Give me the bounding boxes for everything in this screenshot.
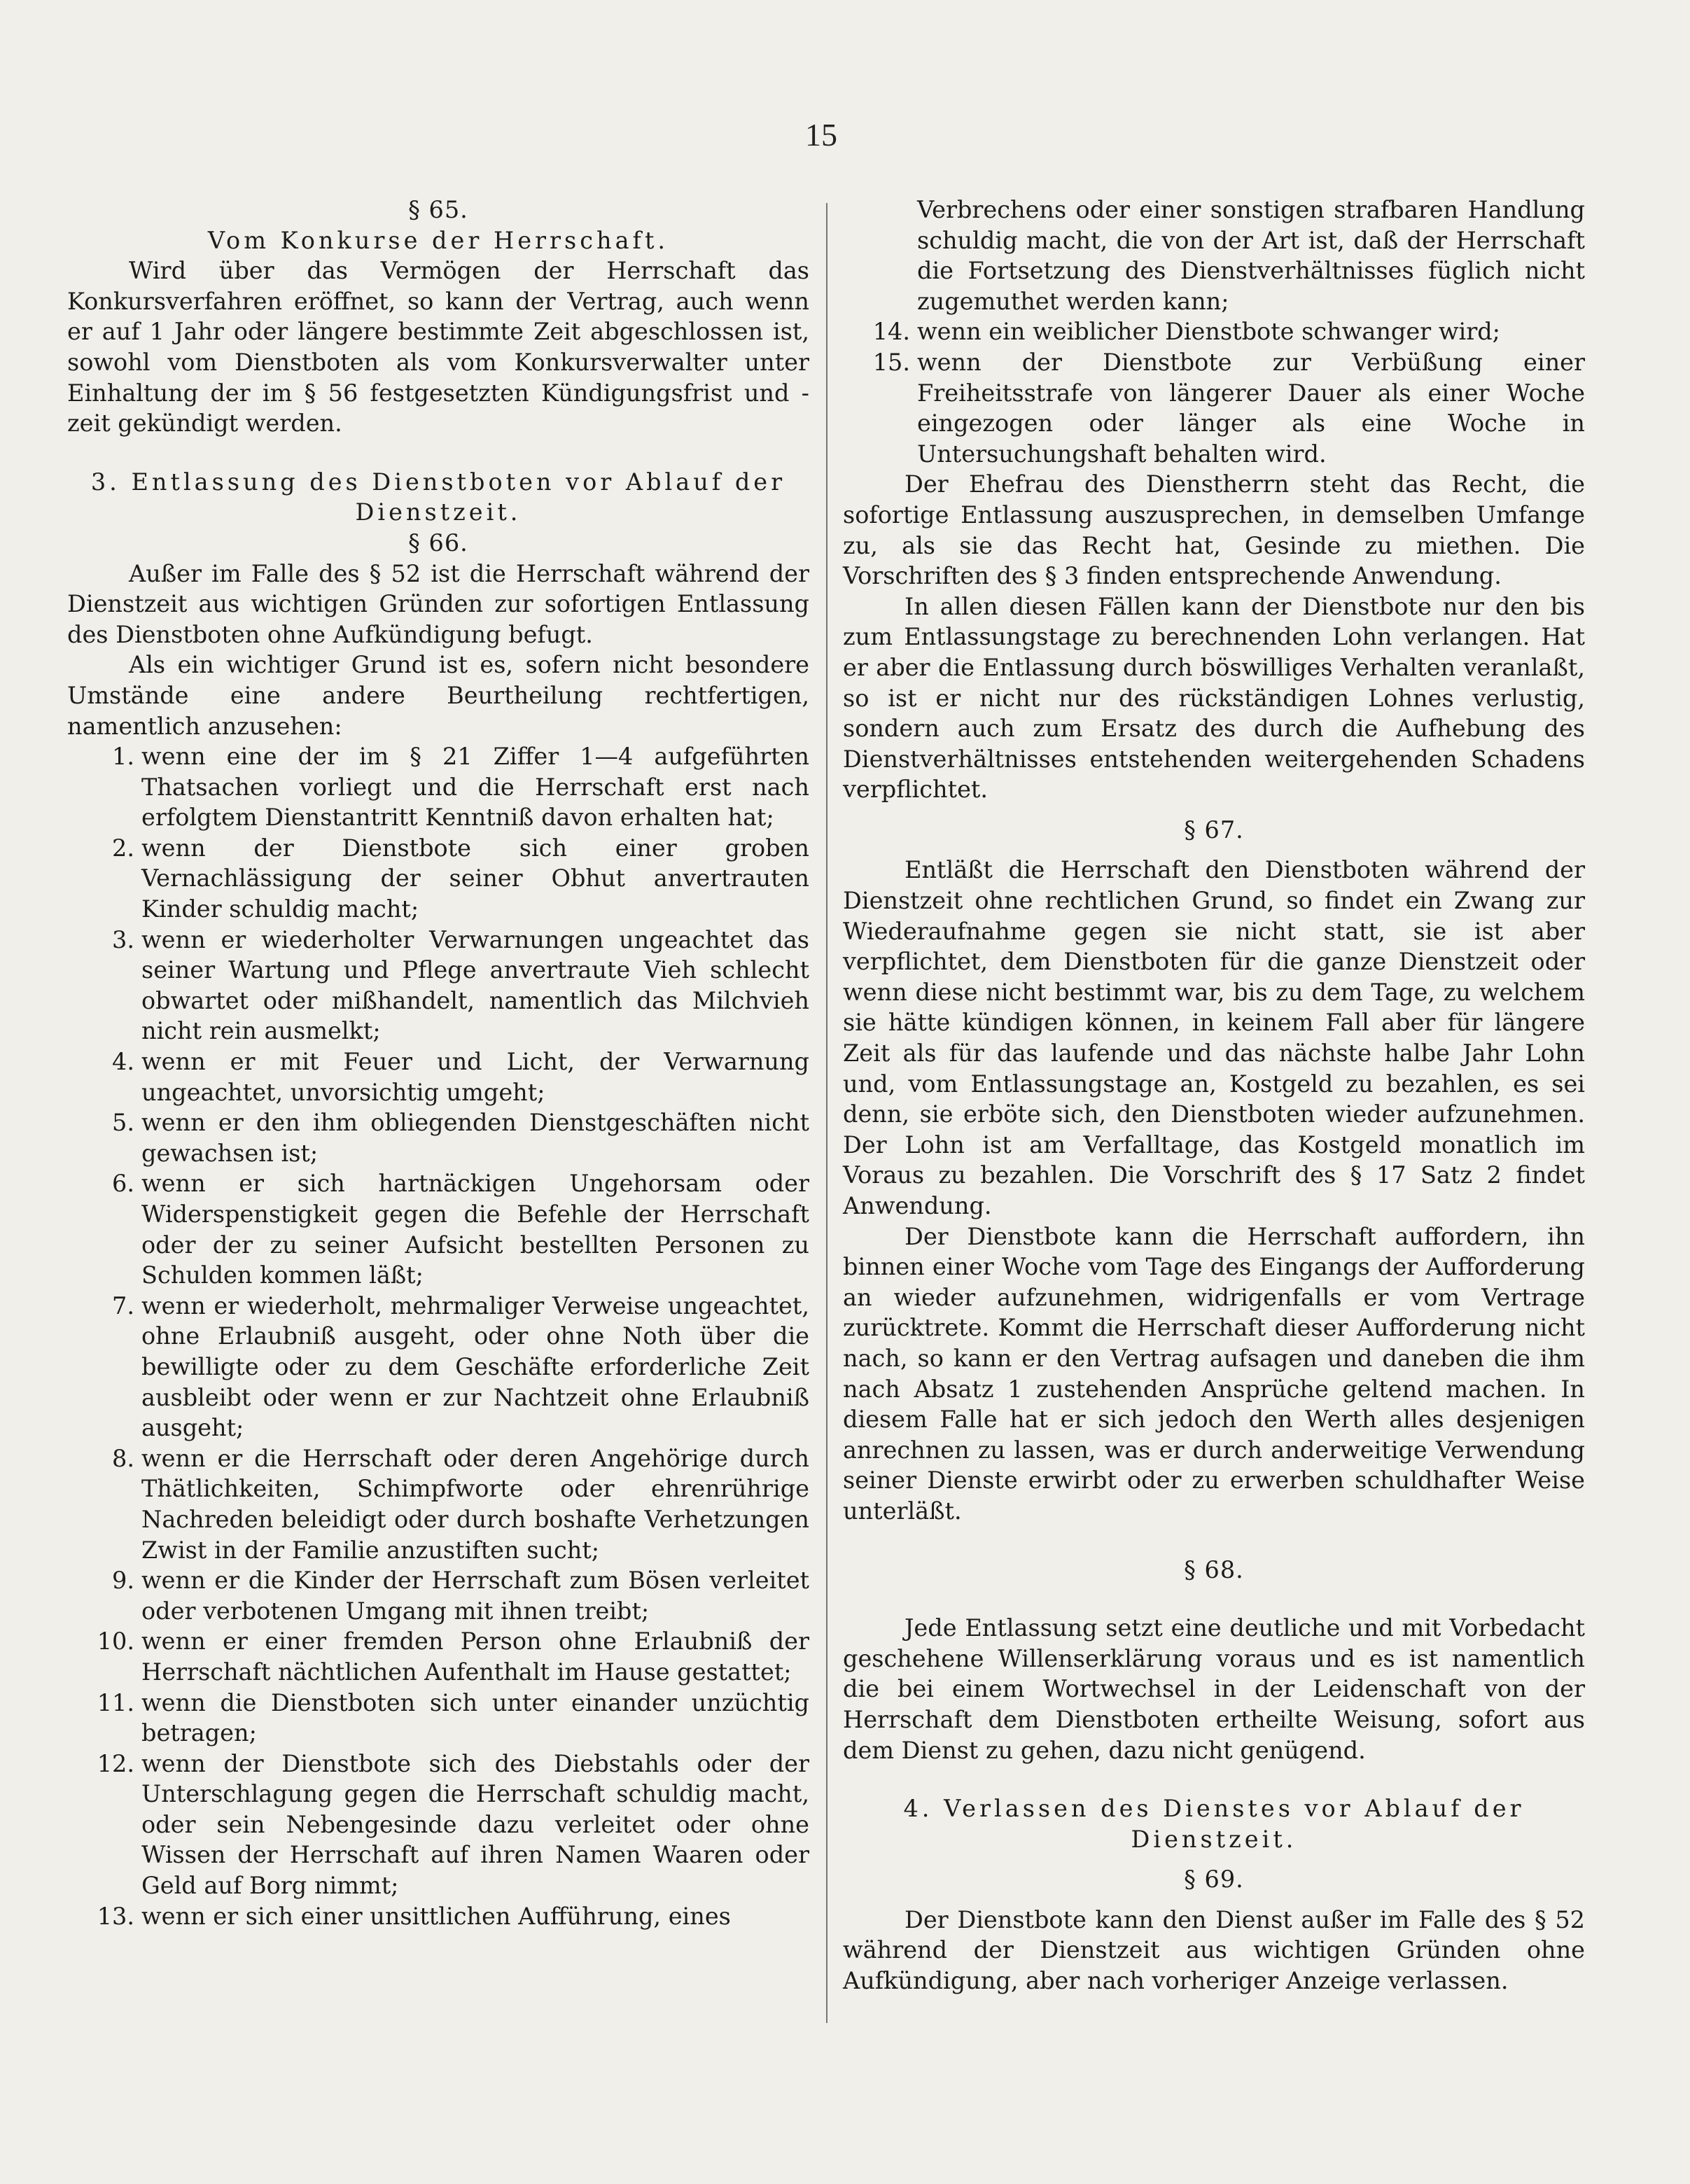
list-item: 8. wenn er die Herrschaft oder deren Angehörige durch Thätlichkeiten, Schimpfworte oder ehrenrührige Nachreden beleidigt oder durch boshafte Verhetzungen Zwist in der Familie anzustiften sucht; — [112, 1444, 809, 1564]
section-66-number: § 66. — [408, 528, 468, 556]
right-column — [843, 195, 1585, 1996]
list-item: 2. wenn der Dienstbote sich einer groben Vernachlässigung der seiner Obhut anvertrauten Kinder schuldig macht; — [112, 834, 809, 923]
list-item: 14. wenn ein weiblicher Dienstbote schwanger wird; — [872, 318, 1500, 346]
list-item: 11. wenn die Dienstboten sich unter einander unzüchtig betragen; — [97, 1688, 809, 1747]
list-item: 12. wenn der Dienstbote sich des Diebstahls oder der Unterschlagung gegen die Herrschaft schuldig macht, oder sein Nebengesinde dazu verleitet oder ohne Wissen der Herrschaft auf ihren Namen Waaren oder Geld auf Borg nimmt; — [97, 1749, 809, 1900]
list-item: 1. wenn eine der im § 21 Ziffer 1—4 aufgeführten Thatsachen vorliegt und die Herrschaft erst nach erfolgtem Dienstantritt Kenntniß davon erhalten hat; — [112, 743, 809, 832]
section-65-text: Wird über das Vermögen der Herrschaft das Konkursverfahren eröffnet, so kann der Vertrag, auch wenn er auf 1 Jahr oder längere bestimmte Zeit abgeschlossen ist, sowohl vom Dienstboten als vom Konkursverwalter unter Einhaltung der im § 56 festgesetzten Kündigungsfrist und -zeit gekündigt werden. — [67, 257, 809, 438]
left-column — [67, 195, 809, 1931]
page-number: 15 — [805, 117, 837, 153]
section-69-text: Der Dienstbote kann den Dienst außer im Falle des § 52 während der Dienstzeit aus wichtigen Gründen ohne Aufkündigung, aber nach vorheriger Anzeige verlassen. — [843, 1905, 1585, 1995]
column-divider — [826, 203, 827, 2023]
list-item: 10. wenn er einer fremden Person ohne Erlaubniß der Herrschaft nächtlichen Aufenthalt im Hause gestattet; — [97, 1628, 809, 1686]
paragraph-ehefrau: Der Ehefrau des Dienstherrn steht das Recht, die sofortige Entlassung auszusprechen, in demselben Umfange zu, als sie das Recht hat, Gesinde zu miethen. Die Vorschriften des § 3 finden entsprechende Anwendung. — [843, 470, 1585, 590]
section-65-number: § 65. — [408, 196, 468, 223]
reasons-list-left — [67, 741, 809, 1931]
list-item: 4. wenn er mit Feuer und Licht, der Verwarnung ungeachtet, unvorsichtig umgeht; — [112, 1048, 809, 1106]
list-item-continuation: Verbrechens oder einer sonstigen strafbaren Handlung schuldig macht, die von der Art ist, daß der Herrschaft die Fortsetzung des Dienstverhältnisses füglich nicht zugemuthet werden kann; — [917, 196, 1585, 315]
reasons-list-right — [843, 195, 1585, 469]
list-item: 5. wenn er den ihm obliegenden Dienstgeschäften nicht gewachsen ist; — [112, 1109, 809, 1167]
list-item: 15. wenn der Dienstbote zur Verbüßung einer Freiheitsstrafe von längerer Dauer als einer Woche eingezogen oder länger als eine Woche in Untersuchungshaft behalten wird. — [872, 348, 1585, 468]
section-67-text-2: Der Dienstbote kann die Herrschaft auffordern, ihn binnen einer Woche vom Tage des Eingangs der Aufforderung an wieder aufzunehmen, widrigenfalls er vom Vertrage zurücktrete. Kommt die Herrschaft dieser Aufforderung nicht nach, so kann er den Vertrag aufsagen und daneben die ihm nach Absatz 1 zustehenden Ansprüche geltend machen. In diesem Falle hat er sich jedoch den Werth alles desjenigen anrechnen zu lassen, was er durch anderweitige Verwendung seiner Dienste erwirbt oder zu erwerben schuldhafter Weise unterläßt. — [843, 1222, 1585, 1525]
list-item: 3. wenn er wiederholter Verwarnungen ungeachtet das seiner Wartung und Pflege anvertraute Vieh schlecht obwartet oder mißhandelt, namentlich das Milchvieh nicht rein ausmelkt; — [112, 925, 809, 1045]
section-3-heading: 3. Entlassung des Dienstboten vor Ablauf der Dienstzeit. — [90, 468, 786, 526]
section-66-text-2: Als ein wichtiger Grund ist es, sofern nicht besondere Umstände eine andere Beurtheilung rechtfertigen, namentlich anzusehen: — [67, 651, 809, 740]
section-4-heading: 4. Verlassen des Dienstes vor Ablauf der Dienstzeit. — [903, 1795, 1525, 1853]
section-65-heading: Vom Konkurse der Herrschaft. — [207, 226, 669, 254]
section-66-text-1: Außer im Falle des § 52 ist die Herrschaft während der Dienstzeit aus wichtigen Gründen zur sofortigen Entlassung des Dienstboten ohne Aufkündigung befugt. — [67, 559, 809, 648]
list-item: 13. wenn er sich einer unsittlichen Aufführung, eines — [97, 1902, 731, 1930]
list-item: 6. wenn er sich hartnäckigen Ungehorsam oder Widerspenstigkeit gegen die Befehle der Herrschaft oder der zu seiner Aufsicht bestellten Personen zu Schulden kommen läßt; — [112, 1170, 809, 1289]
list-item: 7. wenn er wiederholt, mehrmaliger Verweise ungeachtet, ohne Erlaubniß ausgeht, oder ohne Noth über die bewilligte oder zu dem Geschäfte erforderliche Zeit ausbleibt oder wenn er zur Nachtzeit ohne Erlaubniß ausgeht; — [112, 1292, 809, 1442]
section-67-number: § 67. — [1184, 816, 1244, 844]
section-68-text: Jede Entlassung setzt eine deutliche und mit Vorbedacht geschehene Willenserklärung voraus und es ist namentlich die bei einem Wortwechsel in der Leidenschaft von der Herrschaft dem Dienstboten ertheilte Weisung, sofort aus dem Dienst zu gehen, dazu nicht genügend. — [843, 1614, 1585, 1764]
paragraph-lohn: In allen diesen Fällen kann der Dienstbote nur den bis zum Entlassungstage zu berechnenden Lohn verlangen. Hat er aber die Entlassung durch böswilliges Verhalten veranlaßt, so ist er nicht nur des rückständigen Lohnes verlustig, sondern auch zum Ersatz des durch die Aufhebung des Dienstverhältnisses entstehenden weitergehenden Schadens verpflichtet. — [843, 592, 1585, 804]
list-item: 9. wenn er die Kinder der Herrschaft zum Bösen verleitet oder verbotenen Umgang mit ihnen treibt; — [112, 1567, 809, 1625]
section-67-text-1: Entläßt die Herrschaft den Dienstboten während der Dienstzeit ohne rechtlichen Grund, so findet ein Zwang zur Wiederaufnahme gegen sie nicht statt, sie ist aber verpflichtet, dem Dienstboten für die ganze Dienstzeit oder wenn diese nicht bestimmt war, bis zu dem Tage, zu welchem sie hätte kündigen können, in keinem Fall aber für längere Zeit als für das laufende und das nächste halbe Jahr Lohn und, vom Entlassungstage an, Kostgeld zu bezahlen, es sei denn, sie erböte sich, den Dienstboten wieder aufzunehmen. Der Lohn ist am Verfalltage, das Kostgeld monatlich im Voraus zu bezahlen. Die Vorschrift des § 17 Satz 2 findet Anwendung. — [843, 856, 1585, 1219]
section-68-number: § 68. — [1184, 1555, 1244, 1583]
section-69-number: § 69. — [1184, 1865, 1244, 1893]
